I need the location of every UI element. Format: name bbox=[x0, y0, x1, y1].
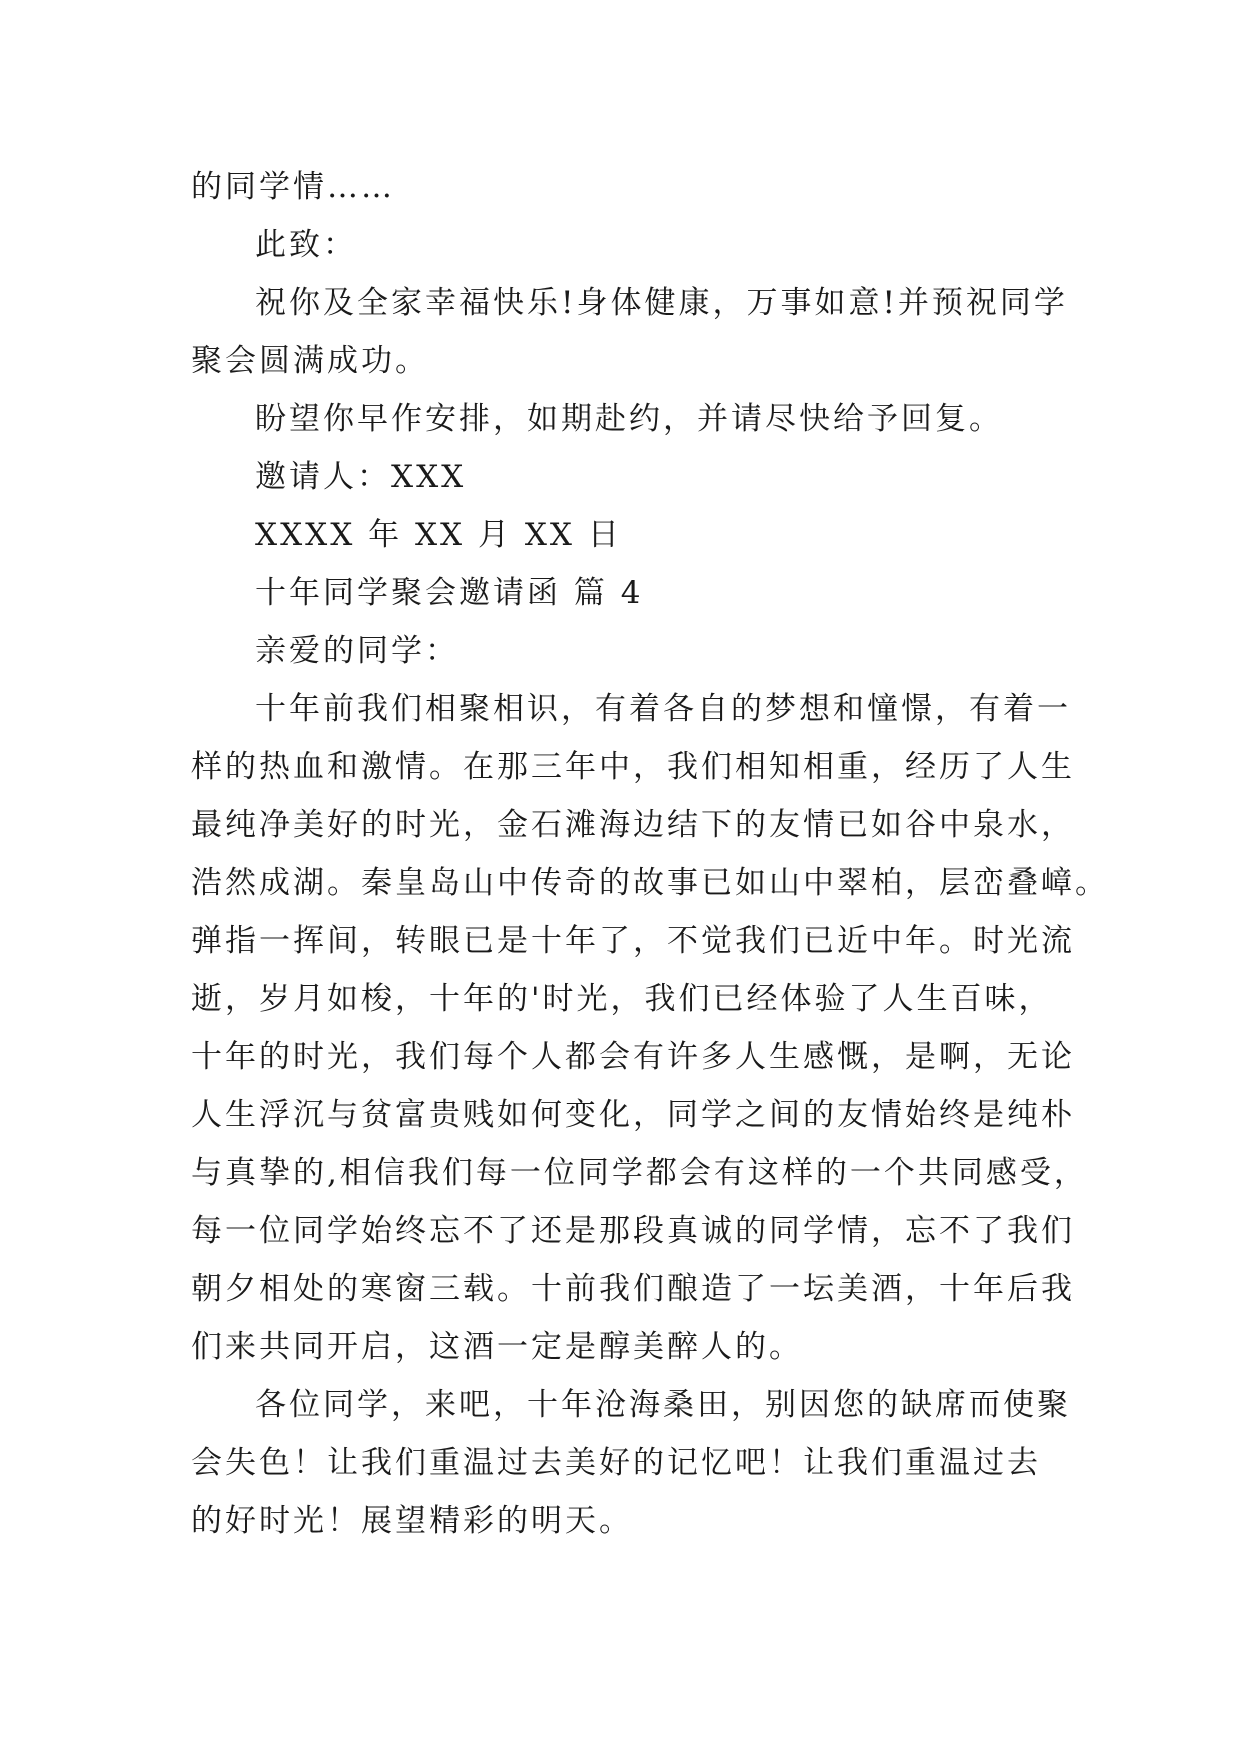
inviter-line: 邀请人：XXX bbox=[255, 459, 467, 495]
letter-body bbox=[191, 158, 1109, 1550]
text-line: 与真挚的,相信我们每一位同学都会有这样的一个共同感受， bbox=[191, 1155, 1088, 1191]
text-line: 浩然成湖。秦皇岛山中传奇的故事已如山中翠柏，层峦叠嶂。 bbox=[191, 865, 1109, 901]
text-line: 每一位同学始终忘不了还是那段真诚的同学情，忘不了我们 bbox=[191, 1213, 1075, 1249]
text-line: 的好时光！展望精彩的明天。 bbox=[191, 1503, 633, 1539]
text-line: 十年的时光，我们每个人都会有许多人生感慨，是啊，无论 bbox=[191, 1039, 1075, 1075]
text-line: 最纯净美好的时光，金石滩海边结下的友情已如谷中泉水， bbox=[191, 807, 1075, 843]
text-line: 逝，岁月如梭，十年的'时光，我们已经体验了人生百味， bbox=[191, 981, 1053, 1017]
text-line: 各位同学，来吧，十年沧海桑田，别因您的缺席而使聚 bbox=[255, 1387, 1071, 1423]
text-line: 祝你及全家幸福快乐!身体健康，万事如意!并预祝同学 bbox=[255, 285, 1068, 321]
text-line: 弹指一挥间，转眼已是十年了，不觉我们已近中年。时光流 bbox=[191, 923, 1075, 959]
date-line: XXXX 年 XX 月 XX 日 bbox=[255, 517, 622, 553]
text-line: 们来共同开启，这酒一定是醇美醉人的。 bbox=[191, 1329, 803, 1365]
text-line: 十年前我们相聚相识，有着各自的梦想和憧憬，有着一 bbox=[255, 691, 1071, 727]
text-line: 人生浮沉与贫富贵贱如何变化，同学之间的友情始终是纯朴 bbox=[191, 1097, 1075, 1133]
text-line: 会失色！让我们重温过去美好的记忆吧！让我们重温过去 bbox=[191, 1445, 1041, 1481]
greeting-line: 亲爱的同学： bbox=[255, 633, 459, 669]
text-line: 的同学情…… bbox=[191, 169, 395, 205]
text-line: 盼望你早作安排，如期赴约，并请尽快给予回复。 bbox=[255, 401, 1003, 437]
closing-salutation: 此致： bbox=[255, 227, 357, 263]
text-line: 朝夕相处的寒窗三载。十前我们酿造了一坛美酒，十年后我 bbox=[191, 1271, 1075, 1307]
text-line: 聚会圆满成功。 bbox=[191, 343, 429, 379]
text-line: 样的热血和激情。在那三年中，我们相知相重，经历了人生 bbox=[191, 749, 1075, 785]
section-heading: 十年同学聚会邀请函 篇 4 bbox=[255, 575, 644, 611]
